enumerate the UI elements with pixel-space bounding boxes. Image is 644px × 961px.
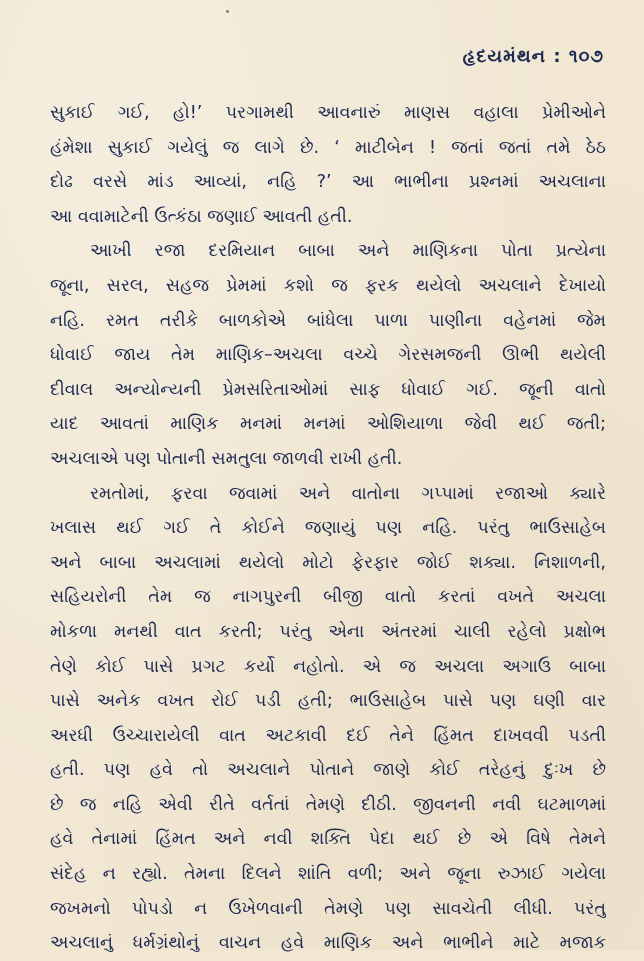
text-line: તેણે કોઈ પાસે પ્રગટ કર્યો નહોતો. એ જ અચલા અગાઉ બાબા [50, 656, 606, 677]
text-line: સહિયરોની તેમ જ નાગપુરની બીજી વાતો કરતાં વખતે અચલા [50, 587, 606, 608]
running-header: હૃદયમંથન : ૧૦૭ [462, 46, 604, 67]
text-line: અરધી ઉચ્ચારાયેલી વાત અટકાવી દઈ તેને હિંમત દાખવવી પડતી [50, 725, 606, 746]
text-line: ધોવાઈ જાય તેમ માણિક–અચલા વચ્ચે ગેરસમજની ઊભી થયેલી [50, 345, 606, 366]
ink-speck [226, 10, 229, 13]
text-line: જૂના, સરલ, સહજ પ્રેમમાં કશો જ ફરક થયેલો અચલાને દેખાયો [50, 275, 606, 296]
text-line: સુકાઈ ગઈ, હો!’ પરગામથી આવનારું માણસ વહાલા પ્રેમીઓને [50, 103, 606, 123]
text-line: હતી. પણ હવે તો અચલાને પોતાને જાણે કોઈ તરેહનું દુઃખ છે [50, 760, 606, 781]
text-line: છે જ નહિ એવી રીતે વર્તતાં તેમણે દીઠી. જીવનની નવી ઘટમાળમાં [50, 794, 606, 815]
text-line: રમતોમાં, ફરવા જવામાં અને વાતોના ગપ્પામાં રજાઓ ક્યારે [90, 483, 606, 504]
text-line: અચલાએ પણ પોતાની સમતુલા જાળવી રાખી હતી. [50, 448, 403, 469]
text-line: ખલાસ થઈ ગઈ તે કોઈને જણાયું પણ નહિ. પરંતુ ભાઉસાહેબ [50, 518, 606, 539]
body-text [50, 96, 606, 961]
text-line: દોઢ વરસે માંડ આવ્યાં, નહિ ?’ આ ભાભીના પ્રશ્નમાં અચલાના [50, 172, 606, 193]
text-line: પાસે અનેક વખત રોઈ પડી હતી; ભાઉસાહેબ પાસે પણ ઘણી વાર [50, 691, 606, 712]
text-line: હંમેશા સુકાઈ ગયેલું જ લાગે છે. ‘ માટીબેન ! જતાં જતાં તમે ઠેઠ [50, 137, 606, 158]
text-line: જખમનો પોપડો ન ઉખેળવાની તેમણે પણ સાવચેતી લીધી. પરંતુ [50, 898, 606, 919]
text-line: અને બાબા અચલામાં થયેલો મોટો ફેરફાર જોઈ શક્યા. નિશાળની, [50, 552, 606, 573]
text-line: અચલાનું ધર્મગ્રંથોનું વાચન હવે માણિક અને ભાભીને માટે મજાક [50, 933, 606, 954]
text-line: આખી રજા દરમિયાન બાબા અને માણિકના પોતા પ્રત્યેના [90, 241, 606, 262]
text-line: નહિ. રમત તરીકે બાળકોએ બાંધેલા પાળા પાણીના વહેનમાં જેમ [50, 310, 606, 331]
text-line: સંદેહ ન રહ્યો. તેમના દિલને શાંતિ વળી; અને જૂના રુઝાઈ ગયેલા [50, 864, 606, 885]
text-line: યાદ આવતાં માણિક મનમાં મનમાં ઓશિયાળા જેવી થઈ જતી; [50, 414, 606, 435]
text-line: દીવાલ અન્યોન્યની પ્રેમસરિતાઓમાં સાફ ધોવાઈ ગઈ. જૂની વાતો [50, 379, 606, 400]
text-line: મોકળા મનથી વાત કરતી; પરંતુ એના અંતરમાં ચાલી રહેલો પ્રક્ષોભ [50, 621, 606, 642]
text-line: આ વવામાટેની ઉત્કંઠા જણાઈ આવતી હતી. [50, 206, 353, 227]
text-line: હવે તેનામાં હિંમત અને નવી શક્તિ પેદા થઈ છે એ વિષે તેમને [50, 829, 606, 850]
